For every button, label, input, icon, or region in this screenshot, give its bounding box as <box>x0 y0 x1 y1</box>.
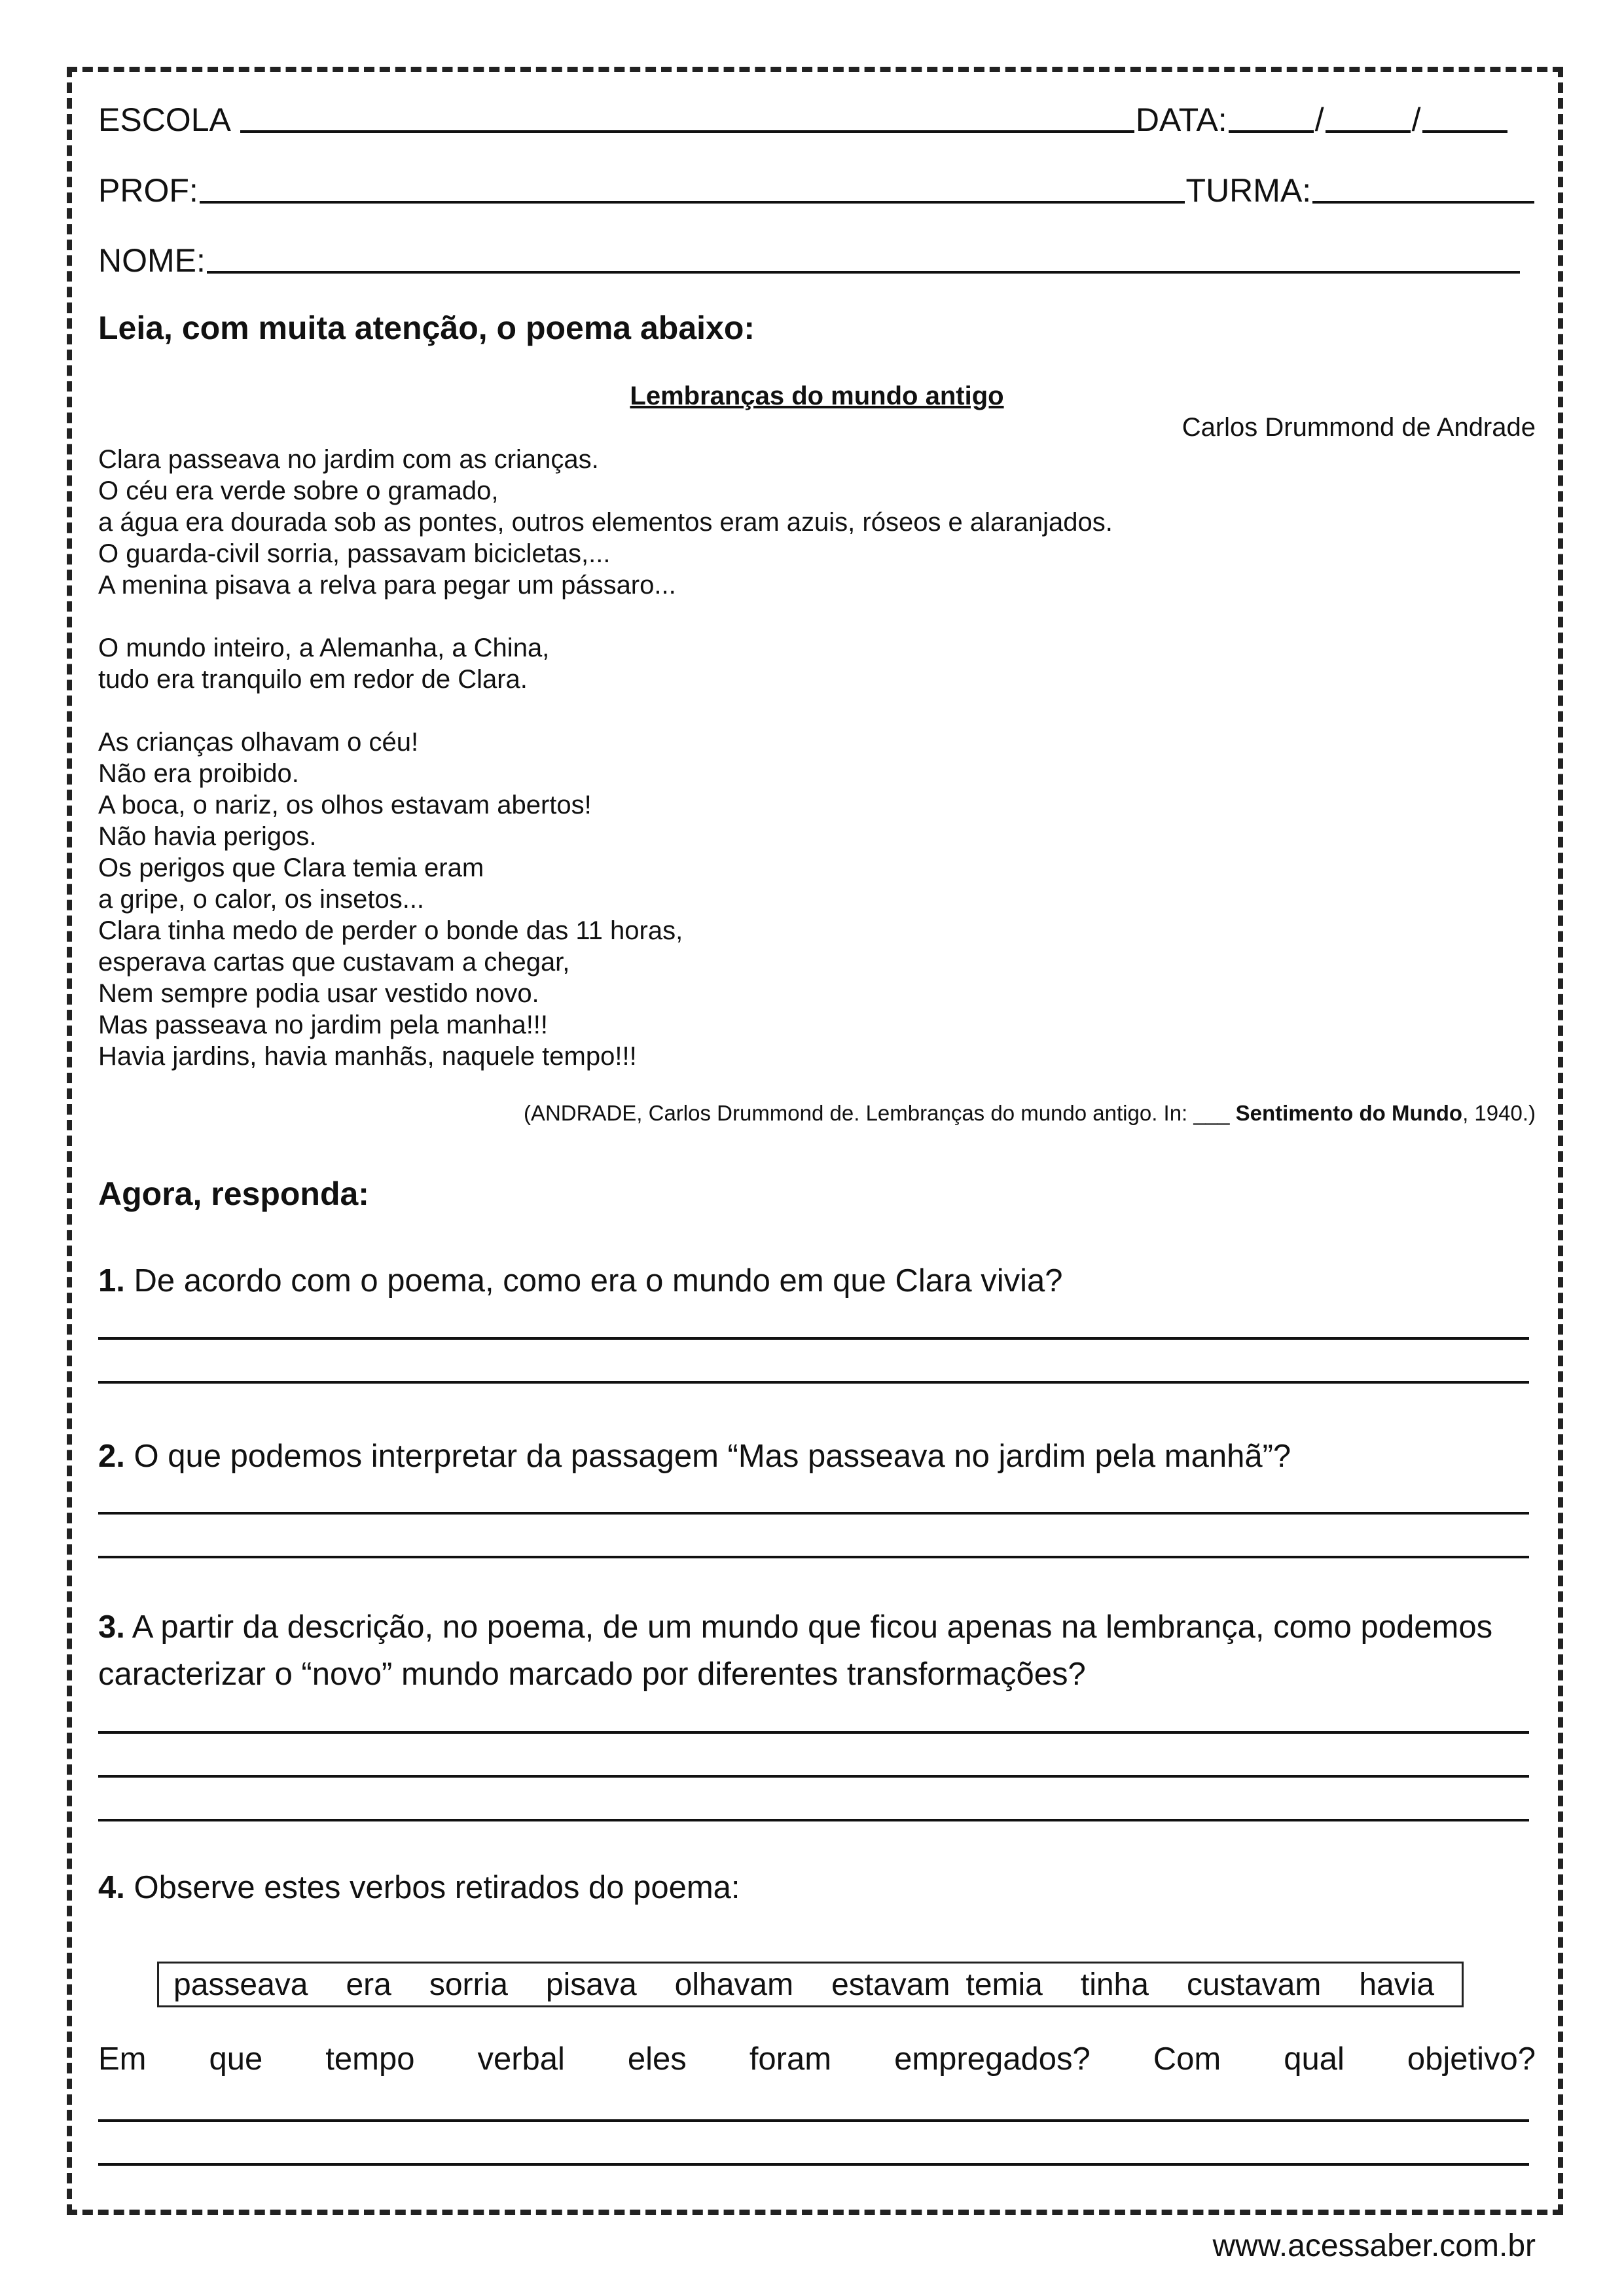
followup-word: foram <box>749 2041 832 2077</box>
question-text: O que podemos interpretar da passagem “Mas passeava no jardim pela manhã”? <box>134 1439 1291 1474</box>
verb: tinha <box>1080 1967 1149 2002</box>
citation-prefix: (ANDRADE, Carlos Drummond de. Lembranças do mundo antigo. In: ___ <box>523 1101 1236 1125</box>
question-text: De acordo com o poema, como era o mundo em que Clara vivia? <box>134 1263 1063 1299</box>
school-field[interactable] <box>240 99 1134 133</box>
followup-word: verbal <box>477 2041 565 2077</box>
verbs-box <box>157 1962 1464 2007</box>
date-month-field[interactable] <box>1326 99 1411 133</box>
poem-line: tudo era tranquilo em redor de Clara. <box>98 665 528 694</box>
poem-line: A menina pisava a relva para pegar um pássaro... <box>98 571 676 600</box>
date-day-field[interactable] <box>1229 99 1314 133</box>
poem-line: Havia jardins, havia manhãs, naquele tempo!!! <box>98 1042 637 1071</box>
poem-citation <box>98 1101 1536 1126</box>
poem-line: As crianças olhavam o céu! <box>98 728 419 757</box>
followup-word: tempo <box>325 2041 415 2077</box>
teacher-label: PROF: <box>98 172 198 209</box>
answer-line[interactable] <box>98 1337 1529 1340</box>
verb: sorria <box>429 1967 508 2002</box>
teacher-field[interactable] <box>200 170 1185 204</box>
poem-author: Carlos Drummond de Andrade <box>1182 413 1536 442</box>
verb: pisava <box>545 1967 637 2002</box>
question-4 <box>98 1864 1536 1911</box>
school-label: ESCOLA <box>98 101 231 138</box>
poem-line: Mas passeava no jardim pela manha!!! <box>98 1011 549 1039</box>
poem-line: O céu era verde sobre o gramado, <box>98 476 499 505</box>
poem-line: Nem sempre podia usar vestido novo. <box>98 979 539 1008</box>
answer-line[interactable] <box>98 1556 1529 1558</box>
question-4-followup <box>98 2041 1536 2077</box>
name-label: NOME: <box>98 242 206 279</box>
followup-word: que <box>209 2041 263 2077</box>
question-2 <box>98 1433 1536 1480</box>
poem-stanza <box>98 444 1113 601</box>
question-text: Observe estes verbos retirados do poema: <box>134 1870 740 1905</box>
class-field[interactable] <box>1312 170 1534 204</box>
answer-heading: Agora, responda: <box>98 1175 369 1212</box>
verb: era <box>346 1967 391 2002</box>
poem-title: Lembranças do mundo antigo <box>630 382 1004 410</box>
followup-word: Com <box>1153 2041 1221 2077</box>
verb: temia <box>965 1967 1043 2002</box>
poem-line: Não era proibido. <box>98 759 299 788</box>
poem-line: A boca, o nariz, os olhos estavam abertos! <box>98 791 592 819</box>
verb: estavam <box>831 1967 950 2002</box>
question-text: A partir da descrição, no poema, de um mundo que ficou apenas na lembrança, como podemos caracterizar o “novo” mundo marcado por diferentes transformações? <box>98 1609 1493 1692</box>
question-number: 4. <box>98 1870 125 1905</box>
question-number: 2. <box>98 1439 125 1474</box>
poem-stanza <box>98 632 1113 695</box>
answer-line[interactable] <box>98 1512 1529 1515</box>
header-row-name <box>98 234 1536 280</box>
verb: passeava <box>173 1967 308 2002</box>
date-slash: / <box>1314 101 1324 138</box>
name-field[interactable] <box>207 240 1520 274</box>
poem-body <box>98 444 1113 1103</box>
verb: havia <box>1359 1967 1435 2002</box>
answer-line[interactable] <box>98 1381 1529 1384</box>
poem-line: Clara tinha medo de perder o bonde das 11 horas, <box>98 916 683 945</box>
poem-line: Não havia perigos. <box>98 822 317 851</box>
answer-line[interactable] <box>98 1731 1529 1734</box>
followup-word: empregados? <box>894 2041 1091 2077</box>
poem-line: O mundo inteiro, a Alemanha, a China, <box>98 634 550 662</box>
citation-suffix: , 1940.) <box>1462 1101 1536 1125</box>
question-number: 1. <box>98 1263 125 1299</box>
answer-line[interactable] <box>98 2163 1529 2166</box>
class-label: TURMA: <box>1185 172 1312 209</box>
verb: custavam <box>1186 1967 1322 2002</box>
poem-stanza <box>98 726 1113 1072</box>
date-slash: / <box>1411 101 1421 138</box>
poem-line: Os perigos que Clara temia eram <box>98 853 484 882</box>
header-row-teacher <box>98 164 1536 210</box>
citation-book-title: Sentimento do Mundo <box>1235 1101 1463 1125</box>
followup-word: qual <box>1284 2041 1344 2077</box>
answer-line[interactable] <box>98 1819 1529 1821</box>
question-3 <box>98 1604 1536 1698</box>
date-label: DATA: <box>1135 101 1227 138</box>
answer-line[interactable] <box>98 2119 1529 2122</box>
followup-word: objetivo? <box>1407 2041 1536 2077</box>
date-year-field[interactable] <box>1422 99 1507 133</box>
answer-line[interactable] <box>98 1775 1529 1778</box>
footer-url: www.acessaber.com.br <box>1212 2229 1536 2263</box>
poem-line: Clara passeava no jardim com as crianças. <box>98 445 599 474</box>
poem-line: a água era dourada sob as pontes, outros elementos eram azuis, róseos e alaranjados. <box>98 508 1113 537</box>
poem-line: a gripe, o calor, os insetos... <box>98 885 425 914</box>
verb: olhavam <box>674 1967 794 2002</box>
header-row-school <box>98 94 1536 139</box>
followup-word: eles <box>627 2041 687 2077</box>
question-number: 3. <box>98 1609 125 1645</box>
poem-line: esperava cartas que custavam a chegar, <box>98 948 570 977</box>
followup-word: Em <box>98 2041 147 2077</box>
poem-line: O guarda-civil sorria, passavam bicicletas,... <box>98 539 611 568</box>
reading-instruction: Leia, com muita atenção, o poema abaixo: <box>98 310 755 346</box>
question-1 <box>98 1257 1536 1304</box>
